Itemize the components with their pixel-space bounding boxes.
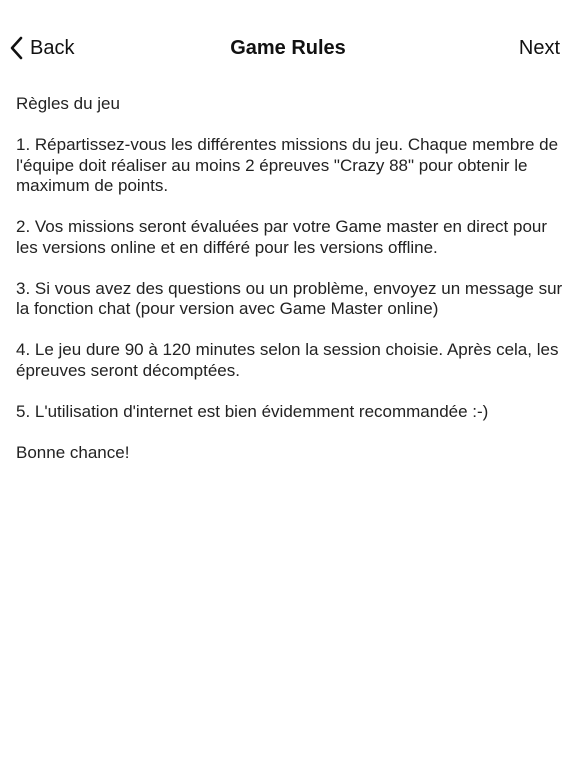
- navigation-bar: [0, 0, 576, 96]
- rules-content: [16, 94, 564, 484]
- rule-item-1: 1. Répartissez-vous les différentes missions du jeu. Chaque membre de l'équipe doit réaliser au moins 2 épreuves "Crazy 88" pour obtenir le maximum de points.: [16, 135, 559, 195]
- next-button[interactable]: Next: [518, 37, 560, 59]
- rules-heading: Règles du jeu: [16, 94, 120, 113]
- rules-closing: Bonne chance!: [16, 442, 130, 462]
- chevron-left-icon: [8, 35, 26, 61]
- rule-item-5: 5. L'utilisation d'internet est bien évidemment recommandée :-): [16, 401, 489, 421]
- back-button-label: Back: [30, 37, 75, 59]
- rule-item-4: 4. Le jeu dure 90 à 120 minutes selon la session choisie. Après cela, les épreuves seront décomptées.: [16, 340, 559, 380]
- rule-item-3: 3. Si vous avez des questions ou un problème, envoyez un message sur la fonction chat (pour version avec Game Master online): [16, 278, 563, 318]
- back-button[interactable]: [8, 34, 74, 62]
- rule-item-2: 2. Vos missions seront évaluées par votre Game master en direct pour les versions online et en différé pour les versions offline.: [16, 217, 548, 257]
- page-title: Game Rules: [230, 37, 346, 59]
